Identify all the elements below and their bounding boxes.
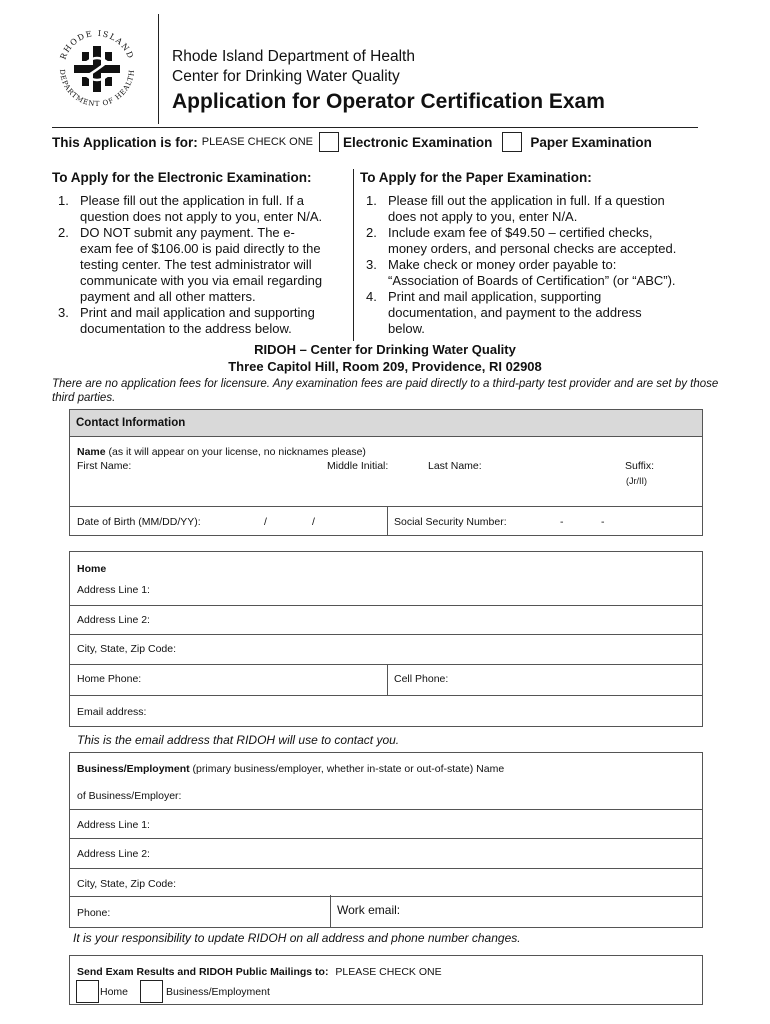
step-text-line: testing center. The test administrator will: [80, 257, 312, 272]
name-hint: (as it will appear on your license, no nicknames please): [108, 446, 366, 458]
home-phone-field[interactable]: Home Phone:: [77, 673, 142, 685]
send-to-business-checkbox[interactable]: [140, 980, 163, 1003]
electronic-heading: To Apply for the Electronic Examination:: [52, 170, 312, 185]
step-number: 1.: [58, 193, 69, 208]
svg-text:DEPARTMENT OF HEALTH: DEPARTMENT OF HEALTH: [57, 68, 137, 109]
send-to-business-label: Business/Employment: [166, 986, 270, 998]
step-text-line: Include exam fee of $49.50 – certified checks,: [388, 225, 653, 240]
step-text-line: payment and all other matters.: [80, 289, 256, 304]
step-text-line: money orders, and personal checks are accepted.: [388, 241, 677, 256]
header-divider: [158, 14, 159, 124]
home-city-state-zip-field[interactable]: City, State, Zip Code:: [77, 643, 177, 655]
home-address-line-2-field[interactable]: Address Line 2:: [77, 614, 150, 626]
send-to-home-checkbox[interactable]: [76, 980, 99, 1003]
instructions-divider: [353, 169, 354, 341]
business-address-2-row: [70, 839, 702, 869]
last-name-field[interactable]: Last Name:: [428, 460, 482, 472]
paper-step: [360, 257, 705, 289]
business-section: [69, 752, 703, 928]
paper-step: [360, 193, 705, 225]
business-address-line-2-field[interactable]: Address Line 2:: [77, 848, 150, 860]
electronic-step: [52, 193, 352, 225]
send-results-row: [77, 966, 442, 978]
suffix-hint: (Jr/II): [626, 476, 647, 486]
middle-initial-field[interactable]: Middle Initial:: [327, 460, 389, 472]
paper-exam-label: Paper Examination: [530, 134, 652, 150]
step-text-line: Make check or money order payable to:: [388, 257, 617, 272]
check-one-instruction: PLEASE CHECK ONE: [201, 136, 314, 148]
first-name-field[interactable]: First Name:: [77, 460, 132, 472]
electronic-step: [52, 305, 352, 337]
business-address-1-row: [70, 810, 702, 839]
home-heading: Home: [77, 563, 107, 575]
send-results-instruction: PLEASE CHECK ONE: [335, 966, 442, 978]
business-phone-field[interactable]: Phone:: [77, 907, 111, 919]
name-instructions: [77, 446, 366, 458]
electronic-exam-label: Electronic Examination: [343, 134, 493, 150]
paper-steps: [360, 193, 705, 337]
ssn-field[interactable]: Social Security Number:: [394, 516, 507, 528]
step-text-line: documentation to the address below.: [80, 321, 292, 336]
step-number: 4.: [366, 289, 377, 304]
application-for-label: This Application is for:: [52, 134, 198, 150]
step-text-line: does not apply to you, enter N/A.: [388, 209, 578, 224]
step-text-line: Print and mail application and supporting: [80, 305, 315, 320]
home-address-2-row: [70, 606, 702, 635]
work-email-field[interactable]: Work email:: [337, 903, 401, 917]
svg-text:RHODE ISLAND: RHODE ISLAND: [58, 28, 136, 61]
business-city-row: [70, 869, 702, 897]
contact-heading: Contact Information: [70, 410, 702, 437]
business-phone-divider: [330, 895, 331, 928]
header-rule: [52, 127, 698, 128]
step-text-line: “Association of Boards of Certification” (or “ABC”).: [388, 273, 676, 288]
step-number: 3.: [366, 257, 377, 272]
paper-step: [360, 225, 705, 257]
business-name-row: [70, 753, 702, 810]
step-text-line: DO NOT submit any payment. The e-: [80, 225, 295, 240]
name-label: Name: [77, 446, 106, 458]
electronic-exam-checkbox[interactable]: [319, 132, 339, 152]
ridoh-seal-logo: [52, 24, 142, 114]
step-text-line: exam fee of $106.00 is paid directly to the: [80, 241, 321, 256]
step-text-line: below.: [388, 321, 425, 336]
email-address-field[interactable]: Email address:: [77, 706, 147, 718]
email-note: This is the email address that RIDOH will use to contact you.: [77, 733, 400, 747]
home-address-line-1-field[interactable]: Address Line 1:: [77, 584, 150, 596]
form-title: Application for Operator Certification Exam: [172, 90, 605, 113]
ssn-dash-1: -: [560, 516, 564, 528]
dob-slash-1: /: [264, 516, 267, 528]
home-address-1-row: [70, 552, 702, 606]
home-phone-row: [70, 665, 702, 696]
home-section: [69, 551, 703, 727]
business-heading: Business/Employment: [77, 763, 190, 775]
send-results-section: [69, 955, 703, 1005]
contact-row-divider: [70, 506, 702, 507]
business-address-line-1-field[interactable]: Address Line 1:: [77, 819, 150, 831]
step-text-line: Please fill out the application in full. If a: [80, 193, 305, 208]
fees-note: There are no application fees for licensure. Any examination fees are paid directly to a third-party test provider and are set by those third parties.: [52, 378, 719, 404]
home-city-row: [70, 635, 702, 665]
electronic-step: [52, 225, 352, 305]
responsibility-note: It is your responsibility to update RIDOH on all address and phone number changes.: [73, 931, 521, 945]
suffix-field[interactable]: Suffix:: [625, 460, 654, 472]
step-number: 1.: [366, 193, 377, 208]
dob-ssn-divider: [387, 506, 388, 536]
business-name-field[interactable]: of Business/Employer:: [77, 790, 182, 802]
dob-slash-2: /: [312, 516, 315, 528]
mailing-address-line2: Three Capitol Hill, Room 209, Providence, RI 02908: [228, 359, 542, 374]
paper-heading: To Apply for the Paper Examination:: [360, 170, 592, 185]
step-text-line: communicate with you via email regarding: [80, 273, 323, 288]
paper-exam-checkbox[interactable]: [502, 132, 522, 152]
step-text-line: documentation, and payment to the address: [388, 305, 642, 320]
mailing-address-line1: RIDOH – Center for Drinking Water Quality: [254, 342, 516, 357]
step-number: 2.: [366, 225, 377, 240]
date-of-birth-field[interactable]: Date of Birth (MM/DD/YY):: [77, 516, 201, 528]
department-name: Rhode Island Department of Health: [172, 48, 415, 65]
contact-information-section: [69, 409, 703, 536]
send-results-label: Send Exam Results and RIDOH Public Mailings to:: [77, 966, 329, 978]
step-text-line: question does not apply to you, enter N/A.: [80, 209, 323, 224]
send-to-home-label: Home: [100, 986, 129, 998]
business-heading-hint: (primary business/employer, whether in-state or out-of-state) Name: [192, 763, 505, 775]
step-number: 2.: [58, 225, 69, 240]
application-type-row: [52, 131, 652, 153]
business-city-state-zip-field[interactable]: City, State, Zip Code:: [77, 878, 177, 890]
step-text-line: Please fill out the application in full. If a question: [388, 193, 665, 208]
ssn-dash-2: -: [601, 516, 605, 528]
paper-step: [360, 289, 705, 337]
phone-divider: [387, 665, 388, 695]
step-text-line: Print and mail application, supporting: [388, 289, 602, 304]
electronic-steps: [52, 193, 352, 337]
center-name: Center for Drinking Water Quality: [172, 68, 400, 85]
cell-phone-field[interactable]: Cell Phone:: [394, 673, 449, 685]
step-number: 3.: [58, 305, 69, 320]
